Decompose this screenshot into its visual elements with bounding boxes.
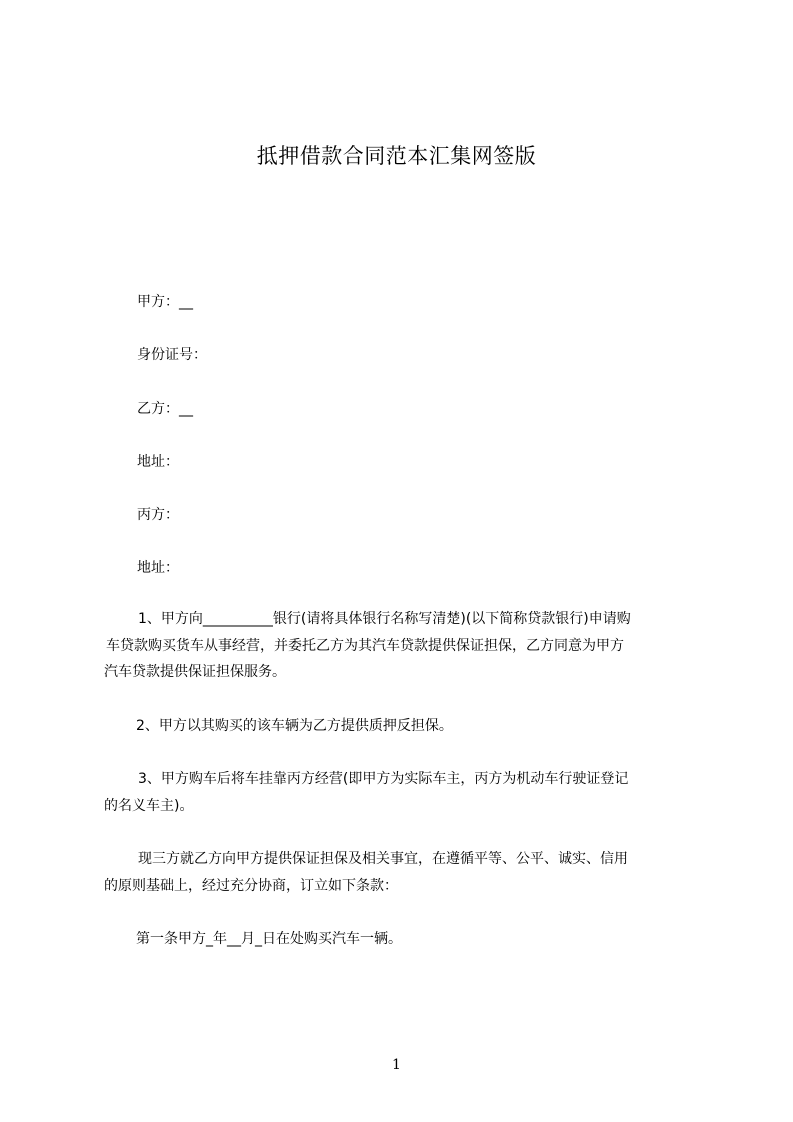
clause-1-line-2: 车贷款购买货车从事经营，并委托乙方为其汽车贷款提供保证担保，乙方同意为甲方 — [106, 637, 624, 654]
party-b-address-field: 地址： — [137, 454, 179, 470]
clause-1-paragraph — [104, 606, 704, 686]
id-number-field: 身份证号： — [137, 347, 207, 363]
party-a-field: 甲方：__ — [137, 294, 193, 310]
article-1-line-1: 第一条甲方_年__月_日在处购买汽车一辆。 — [136, 931, 402, 947]
article-1-paragraph — [104, 926, 704, 953]
intro-line-1: 现三方就乙方向甲方提供保证担保及相关事宜，在遵循平等、公平、诚实、信用 — [138, 851, 628, 867]
party-c-address-field: 地址： — [137, 560, 179, 576]
clause-2-paragraph — [104, 713, 704, 740]
party-b-field: 乙方：__ — [137, 401, 193, 417]
clause-1-line-3: 汽车贷款提供保证担保服务。 — [104, 664, 286, 680]
clause-3-line-2: 的名义车主)。 — [104, 797, 194, 814]
clause-1-line-1: 1、甲方向__________银行(请将具体银行名称写清楚)(以下简称贷款银行)申请购 — [138, 611, 631, 627]
document-title: 抵押借款合同范本汇集网签版 — [256, 144, 537, 168]
party-c-field: 丙方： — [137, 507, 179, 523]
clause-2-line-1: 2、甲方以其购买的该车辆为乙方提供质押反担保。 — [136, 718, 453, 734]
intro-line-2: 的原则基础上，经过充分协商，订立如下条款： — [104, 877, 398, 894]
clause-3-paragraph — [104, 766, 704, 819]
intro-paragraph — [104, 846, 704, 899]
clause-3-line-1: 3、甲方购车后将车挂靠丙方经营(即甲方为实际车主，丙方为机动车行驶证登记 — [138, 771, 629, 787]
page-number: 1 — [392, 1057, 401, 1073]
